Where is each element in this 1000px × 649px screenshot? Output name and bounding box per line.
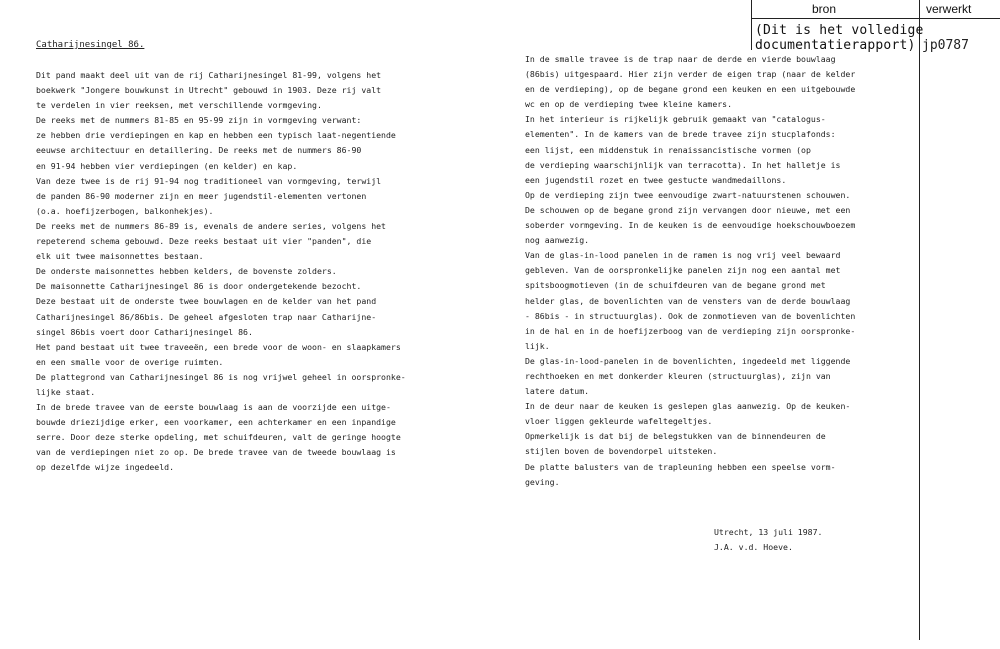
text-line: In het interieur is rijkelijk gebruik gemaakt van "catalogus- bbox=[525, 114, 826, 125]
text-line: In de deur naar de keuken is geslepen glas aanwezig. Op de keuken- bbox=[525, 401, 851, 412]
text-line: en de verdieping), op de begane grond een keuken en een uitgebouwde bbox=[525, 84, 856, 95]
text-line: spitsboogmotieven (in de schuifdeuren van de begane grond met bbox=[525, 280, 826, 291]
column-header-verwerkt: verwerkt bbox=[926, 2, 972, 16]
text-line: vloer liggen gekleurde wafeltegeltjes. bbox=[525, 416, 713, 427]
text-line: De onderste maisonnettes hebben kelders, de bovenste zolders. bbox=[36, 266, 337, 277]
text-line: rechthoeken en met donkerder kleuren (structuurglas), zijn van bbox=[525, 370, 831, 381]
text-line: repeterend schema gebouwd. Deze reeks bestaat uit vier "panden", die bbox=[36, 236, 372, 247]
text-line: Catharijnesingel 86/86bis. De geheel afgesloten trap naar Catharijne- bbox=[36, 311, 377, 322]
text-line: serre. Door deze sterke opdeling, met schuifdeuren, valt de geringe hoogte bbox=[36, 432, 401, 443]
text-line: wc en op de verdieping twee kleine kamers. bbox=[525, 99, 733, 110]
text-line: De schouwen op de begane grond zijn vervangen door nieuwe, met een bbox=[525, 204, 851, 215]
text-line: op dezelfde wijze ingedeeld. bbox=[36, 462, 175, 473]
text-line: soberder vormgeving. In de keuken is de eenvoudige hoekschouwboezem bbox=[525, 220, 856, 231]
text-line: De platte balusters van de trapleuning hebben een speelse vorm- bbox=[525, 461, 836, 472]
text-line: Deze bestaat uit de onderste twee bouwlagen en de kelder van het pand bbox=[36, 296, 377, 307]
column-divider-left bbox=[751, 0, 752, 50]
text-line: singel 86bis voert door Catharijnesingel 86. bbox=[36, 326, 253, 337]
text-line: De plattegrond van Catharijnesingel 86 is nog vrijwel geheel in oorspronke- bbox=[36, 371, 406, 382]
documentation-stamp bbox=[755, 23, 924, 53]
text-line: en 91-94 hebben vier verdiepingen (en kelder) en kap. bbox=[36, 160, 298, 171]
text-line: elk uit twee maisonnettes bestaan. bbox=[36, 251, 204, 262]
column-header-bron: bron bbox=[812, 2, 837, 16]
text-line: elementen". In de kamers van de brede travee zijn stucplafonds: bbox=[525, 129, 836, 140]
text-line: - 86bis - in structuurglas). Ook de zonmotieven van de bovenlichten bbox=[525, 310, 856, 321]
text-line: stijlen boven de bovendorpel uitsteken. bbox=[525, 446, 718, 457]
text-line: ze hebben drie verdiepingen en kap en hebben een typisch laat-negentiende bbox=[36, 130, 396, 141]
document-code: jp0787 bbox=[922, 38, 969, 53]
text-line: een lijst, een middenstuk in renaissancistische vormen (op bbox=[525, 144, 811, 155]
text-line: lijke staat. bbox=[36, 386, 96, 397]
stamp-line-2: documentatierapport) bbox=[755, 38, 916, 53]
text-line: nog aanwezig. bbox=[525, 235, 590, 246]
signature-place-date: Utrecht, 13 juli 1987. bbox=[714, 527, 823, 537]
text-line: te verdelen in vier reeksen, met verschillende vormgeving. bbox=[36, 100, 322, 111]
signature-author: J.A. v.d. Hoeve. bbox=[714, 542, 793, 552]
text-line: (86bis) uitgespaard. Hier zijn verder de eigen trap (naar de kelder bbox=[525, 69, 856, 80]
text-line: De maisonnette Catharijnesingel 86 is door ondergetekende bezocht. bbox=[36, 281, 362, 292]
text-line: lijk. bbox=[525, 340, 550, 351]
left-text-column bbox=[36, 68, 406, 476]
text-line: Opmerkelijk is dat bij de belegstukken van de binnendeuren de bbox=[525, 431, 826, 442]
text-line: Het pand bestaat uit twee traveeën, een brede voor de woon- en slaapkamers bbox=[36, 341, 401, 352]
text-line: Dit pand maakt deel uit van de rij Catharijnesingel 81-99, volgens het bbox=[36, 70, 382, 80]
text-line: latere datum. bbox=[525, 386, 590, 397]
right-text-column bbox=[525, 52, 855, 490]
page-title: Catharijnesingel 86. bbox=[36, 40, 145, 50]
text-line: van de verdiepingen niet zo op. De brede travee van de tweede bouwlaag is bbox=[36, 447, 396, 458]
stamp-line-1: (Dit is het volledige bbox=[755, 23, 924, 38]
text-line: boekwerk "Jongere bouwkunst in Utrecht" gebouwd in 1903. Deze rij valt bbox=[36, 85, 382, 96]
text-line: Op de verdieping zijn twee eenvoudige zwart-natuurstenen schouwen. bbox=[525, 189, 851, 200]
column-divider-right bbox=[919, 0, 920, 640]
text-line: gebleven. Van de oorspronkelijke panelen zijn nog een aantal met bbox=[525, 265, 841, 276]
text-line: De glas-in-lood-panelen in de bovenlichten, ingedeeld met liggende bbox=[525, 355, 851, 366]
text-line: De reeks met de nummers 86-89 is, evenals de andere series, volgens het bbox=[36, 220, 386, 231]
text-line: in de hal en in de hoefijzerboog van de verdieping zijn oorspronke- bbox=[525, 325, 856, 336]
text-line: In de brede travee van de eerste bouwlaag is aan de voorzijde een uitge- bbox=[36, 402, 391, 413]
text-line: (o.a. hoefijzerbogen, balkonhekjes). bbox=[36, 205, 214, 216]
text-line: de panden 86-90 moderner zijn en meer jugendstil-elementen vertonen bbox=[36, 190, 367, 201]
text-line: helder glas, de bovenlichten van de vensters van de derde bouwlaag bbox=[525, 295, 851, 306]
text-line: Van deze twee is de rij 91-94 nog traditioneel van vormgeving, terwijl bbox=[36, 175, 382, 186]
text-line: Van de glas-in-lood panelen in de ramen is nog vrij veel bewaard bbox=[525, 250, 841, 261]
header-rule bbox=[751, 18, 1000, 19]
text-line: geving. bbox=[525, 476, 560, 487]
text-line: In de smalle travee is de trap naar de derde en vierde bouwlaag bbox=[525, 54, 836, 64]
text-line: een jugendstil rozet en twee gestucte wandmedaillons. bbox=[525, 174, 787, 185]
text-line: en een smalle voor de overige ruimten. bbox=[36, 356, 224, 367]
text-line: bouwde driezijdige erker, een voorkamer, een achterkamer en een inpandige bbox=[36, 417, 396, 428]
text-line: eeuwse architectuur en detaillering. De reeks met de nummers 86-90 bbox=[36, 145, 362, 156]
text-line: De reeks met de nummers 81-85 en 95-99 zijn in vormgeving verwant: bbox=[36, 115, 362, 126]
text-line: de verdieping waarschijnlijk van terracotta). In het halletje is bbox=[525, 159, 841, 170]
